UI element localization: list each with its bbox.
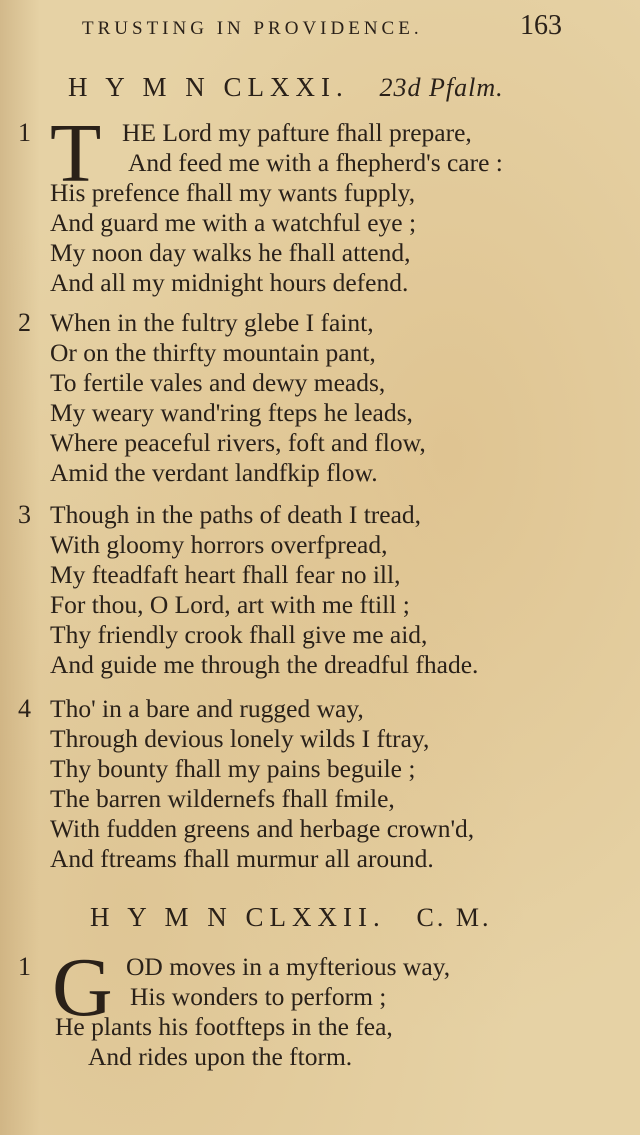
verse-line: For thou, O Lord, art with me ftill ; [50, 590, 410, 619]
hymn-number: H Y M N CLXXI. [68, 72, 349, 102]
verse-line: To fertile vales and dewy meads, [50, 368, 386, 397]
verse-line: His wonders to perform ; [130, 982, 387, 1011]
verse-line: My noon day walks he fhall attend, [50, 238, 411, 267]
verse-line: Thy friendly crook fhall give me aid, [50, 620, 428, 649]
hymn-number: H Y M N CLXXII. [90, 902, 386, 932]
hymn-title [68, 72, 504, 103]
verse-line: Through devious lonely wilds I ftray, [50, 724, 430, 753]
hymn-title [90, 902, 491, 933]
verse-line: Amid the verdant landfkip flow. [50, 458, 378, 487]
verse-line: Or on the thirfty mountain pant, [50, 338, 376, 367]
drop-cap: G [52, 941, 113, 1034]
running-head: TRUSTING IN PROVIDENCE. [82, 18, 423, 39]
verse-line: With fudden greens and herbage crown'd, [50, 814, 475, 843]
page-number: 163 [520, 10, 562, 41]
verse-line: OD moves in a myfterious way, [126, 952, 451, 981]
verse-line: His prefence fhall my wants fupply, [50, 178, 416, 207]
verse-line: And guide me through the dreadful fhade. [50, 650, 479, 679]
verse-line: Tho' in a bare and rugged way, [50, 694, 364, 723]
verse-line: And guard me with a watchful eye ; [50, 208, 417, 237]
hymn-meter: C. M. [416, 903, 492, 932]
stanza-number: 1 [18, 118, 31, 147]
verse-line: With gloomy horrors overfpread, [50, 530, 388, 559]
verse-line: When in the fultry glebe I faint, [50, 308, 374, 337]
verse-line: The barren wildernefs fhall fmile, [50, 784, 395, 813]
verse-line: And ftreams fhall murmur all around. [50, 844, 434, 873]
verse-line: And rides upon the ftorm. [88, 1042, 353, 1071]
verse-line: HE Lord my pafture fhall prepare, [122, 118, 472, 147]
verse-line: Where peaceful rivers, foft and flow, [50, 428, 426, 457]
verse-line: He plants his footfteps in the fea, [55, 1012, 393, 1041]
verse-line: And all my midnight hours defend. [50, 268, 409, 297]
drop-cap: T [50, 107, 102, 200]
stanza-number: 3 [18, 500, 31, 529]
verse-line: Thy bounty fhall my pains beguile ; [50, 754, 416, 783]
verse-line: My weary wand'ring fteps he leads, [50, 398, 413, 427]
verse-line: Though in the paths of death I tread, [50, 500, 422, 529]
verse-line: My fteadfaft heart fhall fear no ill, [50, 560, 401, 589]
stanza-number: 2 [18, 308, 31, 337]
verse-line: And feed me with a fhepherd's care : [128, 148, 503, 177]
stanza-number: 4 [18, 694, 31, 723]
hymn-meter: 23d Pfalm. [379, 73, 504, 102]
stanza-number: 1 [18, 952, 31, 981]
